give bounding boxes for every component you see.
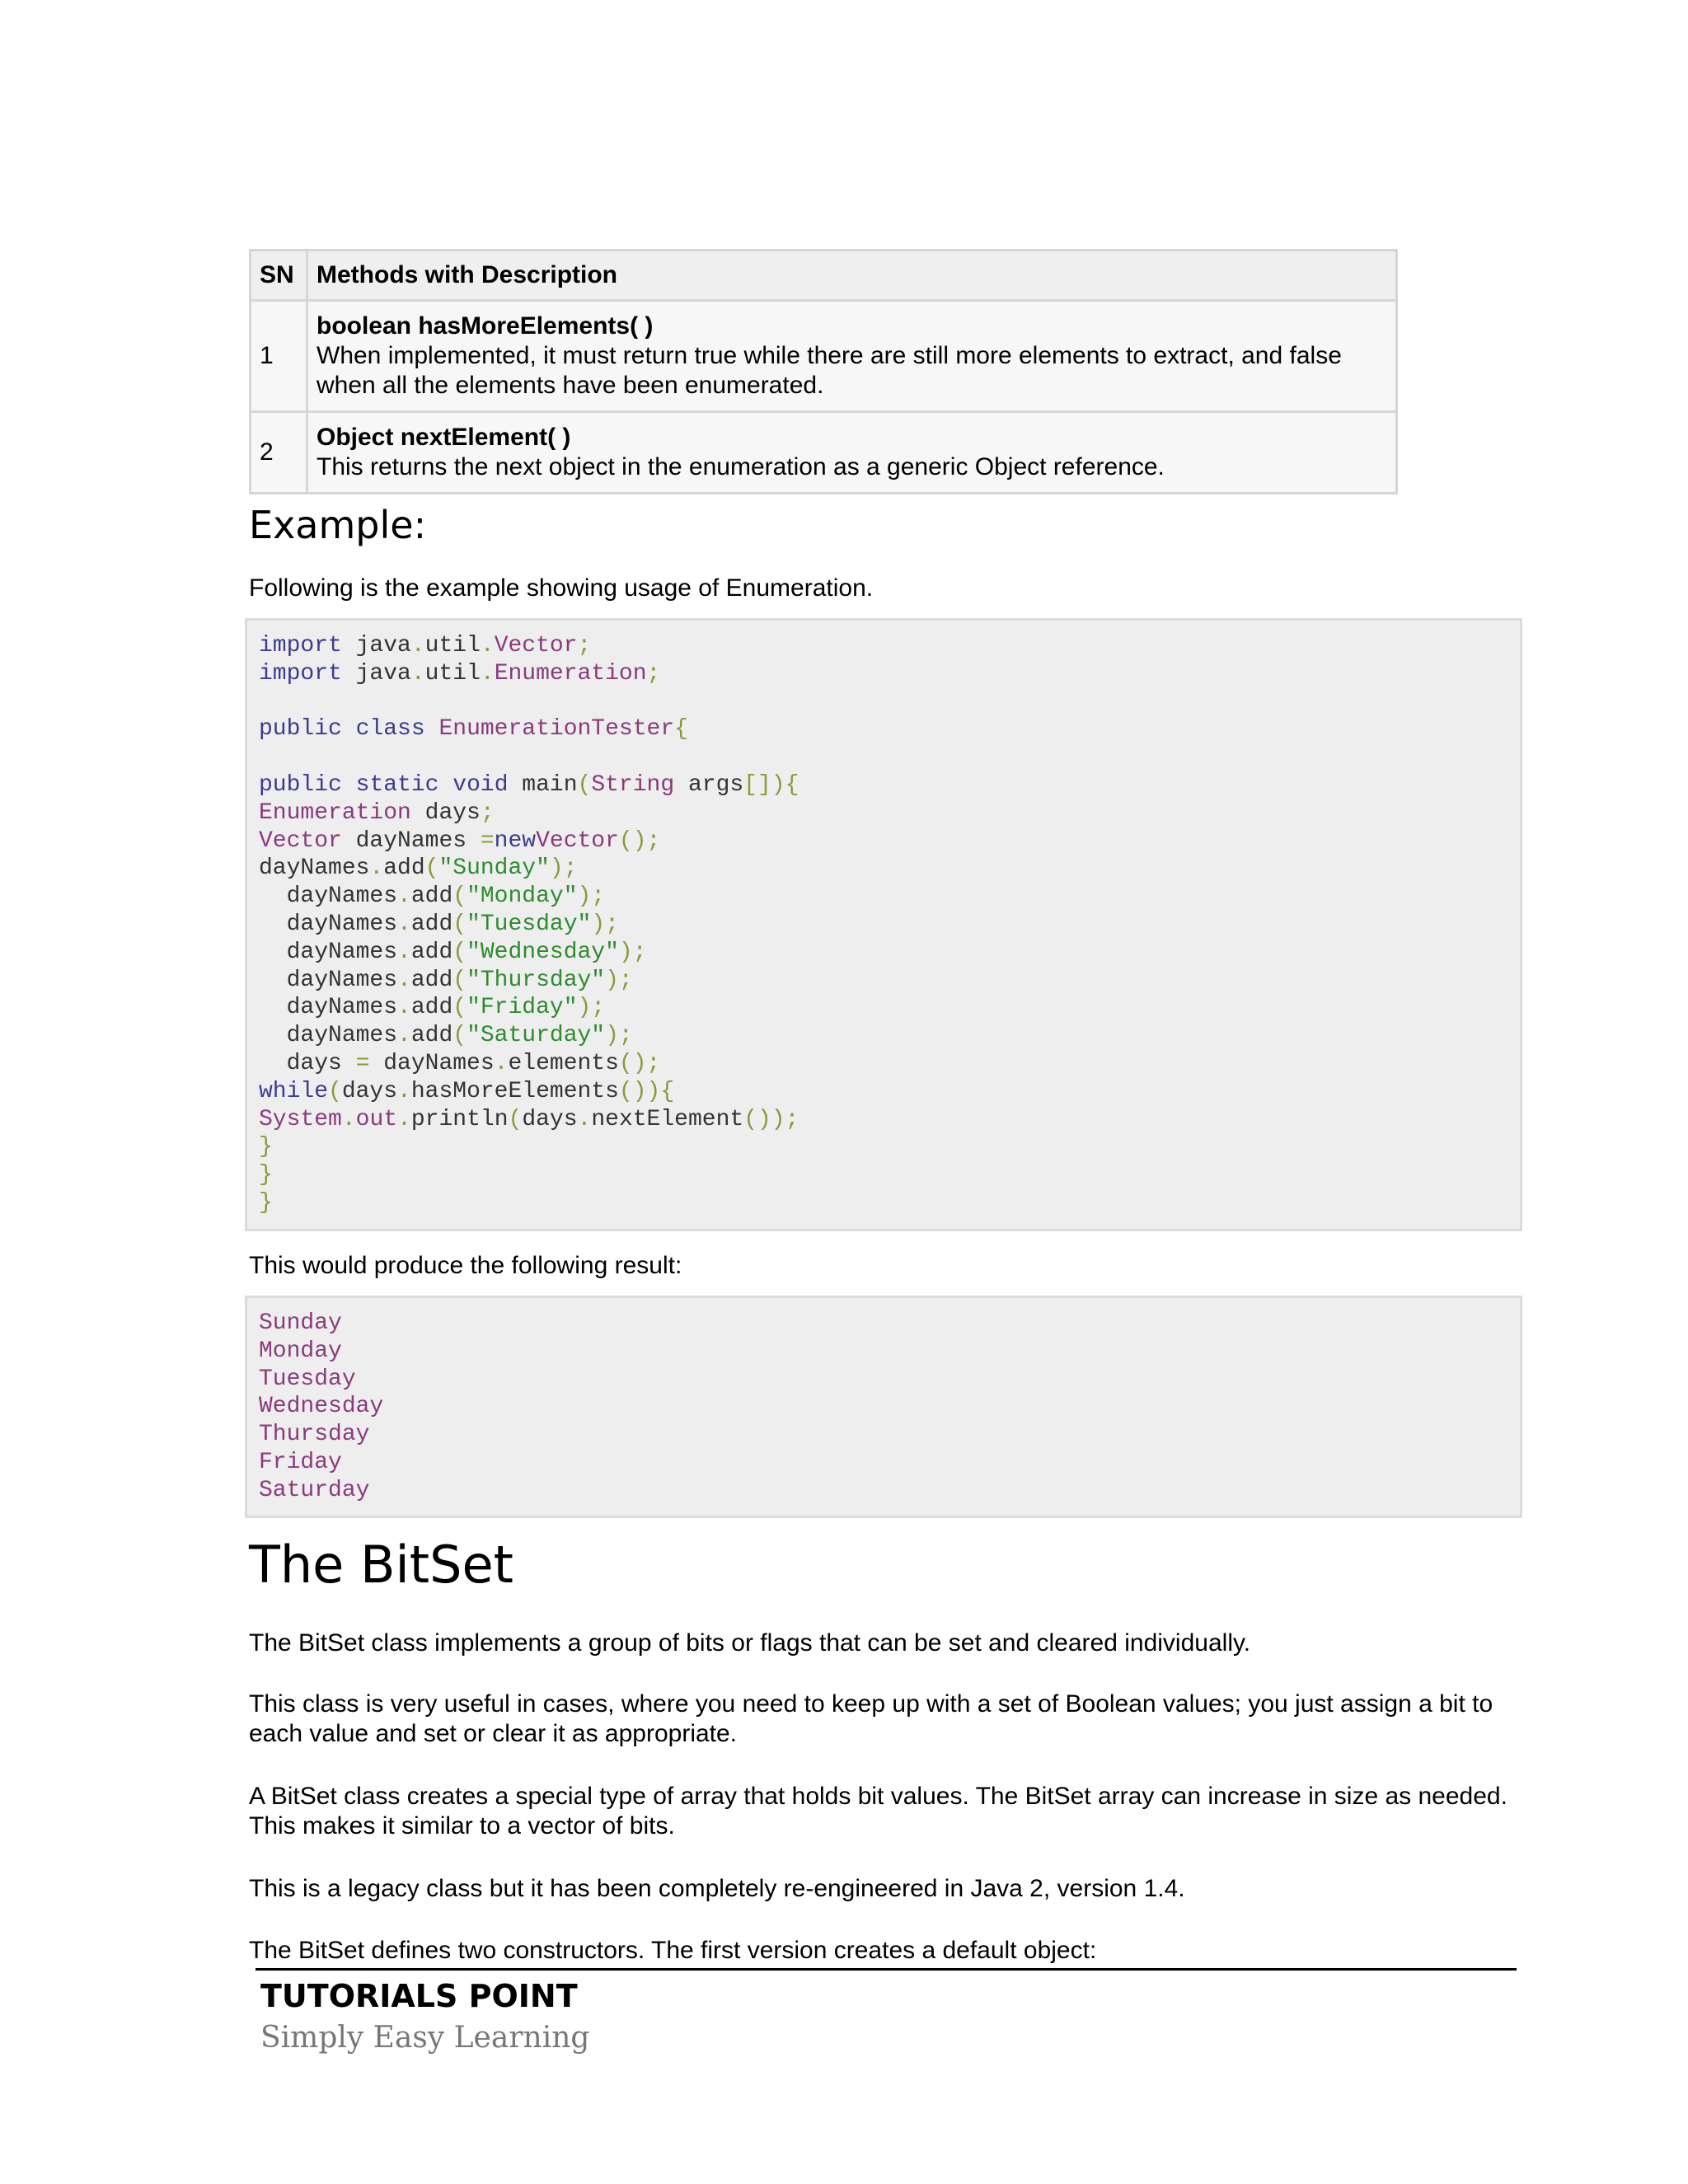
result-intro: This would produce the following result: (249, 1252, 682, 1279)
output-line: Saturday (259, 1477, 370, 1503)
output-block (245, 1296, 1522, 1518)
output-line: Thursday (259, 1422, 370, 1448)
table-header-row (251, 251, 1397, 301)
bitset-paragraph: A BitSet class creates a special type of array that holds bit values. The BitSet array can increase in size as needed. This makes it similar to a vector of bits. (249, 1783, 1507, 1840)
output-line: Wednesday (259, 1394, 384, 1420)
row-sn: 2 (251, 412, 307, 494)
method-name: boolean hasMoreElements( ) (316, 312, 654, 340)
example-heading: Example: (249, 503, 427, 547)
footer-brand: TUTORIALS POINT (260, 1978, 578, 2014)
bitset-heading: The BitSet (249, 1535, 513, 1595)
method-name: Object nextElement( ) (316, 424, 571, 451)
row-sn: 1 (251, 301, 307, 412)
output-line: Monday (259, 1338, 342, 1364)
bitset-paragraph: This is a legacy class but it has been completely re-engineered in Java 2, version 1.4. (249, 1875, 1185, 1902)
bitset-paragraph: The BitSet defines two constructors. The first version creates a default object: (249, 1937, 1097, 1964)
example-intro: Following is the example showing usage of Enumeration. (249, 574, 874, 602)
code-block: import java.util.Vector; import java.util.Enumeration; public class EnumerationTester{ public static void main(String args[]){ Enumeration days; Vector dayNames =newVector(); dayNames.add("Sunday"); dayNames.add("Monday"); dayNames.add("Tuesday"); dayNames.add("Wednesday"); dayNames.add("Thursday"); dayNames.add("Friday"); dayNames.add("Saturday"); days = dayNames.elements(); while(days.hasMoreElements()){ System.out.println(days.nextElement()); } } } (245, 618, 1522, 1231)
output-line: Tuesday (259, 1366, 356, 1392)
header-methods: Methods with Description (307, 251, 1397, 301)
methods-table (249, 249, 1398, 494)
footer-divider (256, 1968, 1517, 1971)
bitset-paragraph: The BitSet class implements a group of bits or flags that can be set and cleared individually. (249, 1629, 1251, 1657)
row-method-cell (307, 412, 1397, 494)
output-line: Sunday (259, 1310, 342, 1336)
output-line: Friday (259, 1449, 342, 1475)
table-row (251, 412, 1397, 494)
bitset-paragraph: This class is very useful in cases, where you need to keep up with a set of Boolean values; you just assign a bit to each value and set or clear it as appropriate. (249, 1690, 1493, 1747)
method-description: When implemented, it must return true while there are still more elements to extract, and false when all the elements have been enumerated. (316, 342, 1342, 399)
header-sn: SN (251, 251, 307, 301)
method-description: This returns the next object in the enumeration as a generic Object reference. (316, 453, 1165, 480)
footer-tagline: Simply Easy Learning (260, 2021, 590, 2055)
table-row (251, 301, 1397, 412)
row-method-cell (307, 301, 1397, 412)
